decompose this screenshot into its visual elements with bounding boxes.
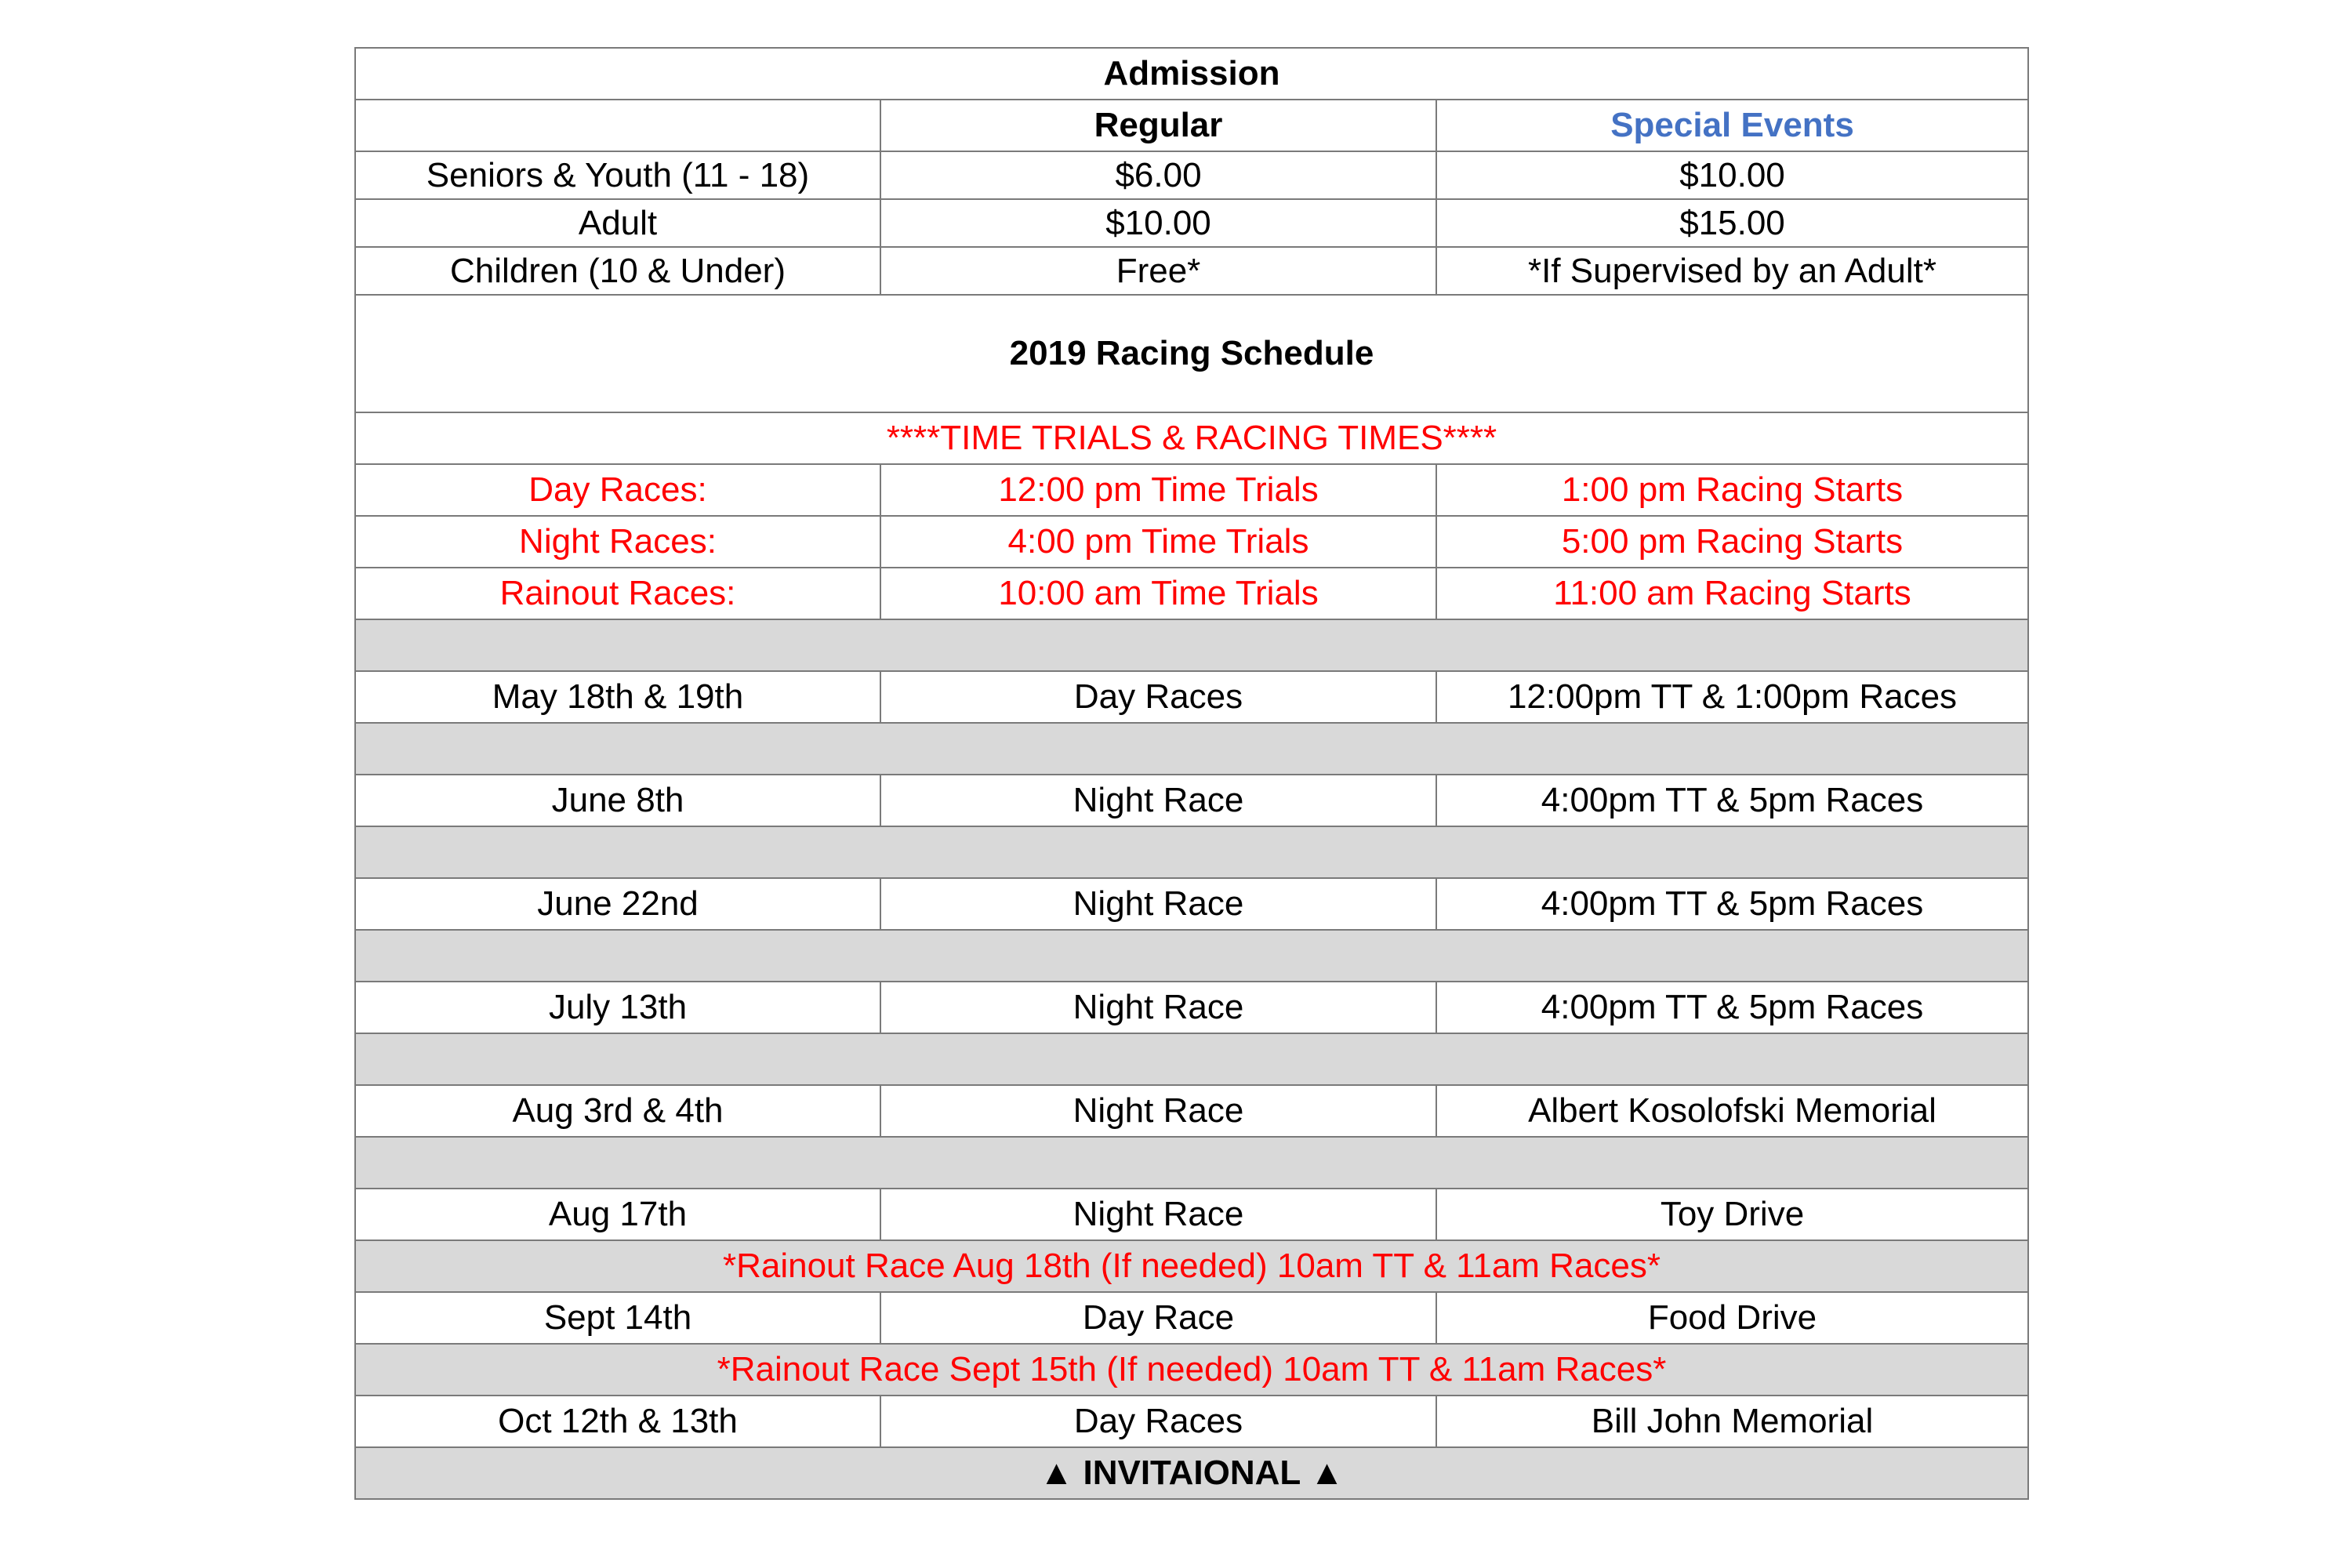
event-date: Oct 12th & 13th	[355, 1396, 880, 1447]
admission-regular-price: $10.00	[880, 199, 1436, 247]
schedule-title-row	[355, 295, 2028, 412]
event-race: Day Race	[880, 1292, 1436, 1344]
racing-start: 5:00 pm Racing Starts	[1436, 516, 2028, 568]
admission-category: Adult	[355, 199, 880, 247]
event-row	[355, 1292, 2028, 1344]
event-info: Toy Drive	[1436, 1189, 2028, 1240]
event-row	[355, 1085, 2028, 1137]
admission-category: Seniors & Youth (11 - 18)	[355, 151, 880, 199]
race-type: Night Races:	[355, 516, 880, 568]
time-trials: 12:00 pm Time Trials	[880, 464, 1436, 516]
admission-header-special: Special Events	[1436, 100, 2028, 151]
rainout-note-row	[355, 1240, 2028, 1292]
event-row	[355, 878, 2028, 930]
race-time-row	[355, 516, 2028, 568]
admission-row	[355, 199, 2028, 247]
racing-start: 1:00 pm Racing Starts	[1436, 464, 2028, 516]
event-date: July 13th	[355, 982, 880, 1033]
admission-row	[355, 151, 2028, 199]
event-row	[355, 671, 2028, 723]
spacer-row	[355, 1137, 2028, 1189]
event-date: May 18th & 19th	[355, 671, 880, 723]
spacer-row	[355, 826, 2028, 878]
event-info: Bill John Memorial	[1436, 1396, 2028, 1447]
schedule-title: 2019 Racing Schedule	[355, 295, 2028, 412]
event-race: Day Races	[880, 1396, 1436, 1447]
event-race: Night Race	[880, 878, 1436, 930]
rainout-note: *Rainout Race Aug 18th (If needed) 10am TT & 11am Races*	[355, 1240, 2028, 1292]
spacer-cell	[355, 930, 2028, 982]
spacer-row	[355, 619, 2028, 671]
rainout-note: *Rainout Race Sept 15th (If needed) 10am TT & 11am Races*	[355, 1344, 2028, 1396]
event-date: June 22nd	[355, 878, 880, 930]
time-trials: 10:00 am Time Trials	[880, 568, 1436, 619]
racing-schedule-sheet	[354, 47, 2027, 1500]
spacer-cell	[355, 1033, 2028, 1085]
schedule-table	[354, 47, 2029, 1500]
spacer-cell	[355, 826, 2028, 878]
invitational-footer: ▲ INVITAIONAL ▲	[355, 1447, 2028, 1499]
spacer-row	[355, 723, 2028, 775]
admission-header-blank	[355, 100, 880, 151]
admission-category: Children (10 & Under)	[355, 247, 880, 295]
race-time-row	[355, 464, 2028, 516]
admission-title-row	[355, 48, 2028, 100]
admission-row	[355, 247, 2028, 295]
race-type: Day Races:	[355, 464, 880, 516]
admission-special-price: $10.00	[1436, 151, 2028, 199]
event-info: 4:00pm TT & 5pm Races	[1436, 982, 2028, 1033]
event-info: Food Drive	[1436, 1292, 2028, 1344]
spacer-row	[355, 1033, 2028, 1085]
admission-regular-price: Free*	[880, 247, 1436, 295]
admission-special-price: $15.00	[1436, 199, 2028, 247]
event-date: Aug 3rd & 4th	[355, 1085, 880, 1137]
admission-regular-price: $6.00	[880, 151, 1436, 199]
spacer-cell	[355, 619, 2028, 671]
event-info: 12:00pm TT & 1:00pm Races	[1436, 671, 2028, 723]
times-banner-row	[355, 412, 2028, 464]
admission-header-row	[355, 100, 2028, 151]
event-race: Night Race	[880, 1189, 1436, 1240]
event-race: Night Race	[880, 982, 1436, 1033]
event-race: Night Race	[880, 775, 1436, 826]
event-info: Albert Kosolofski Memorial	[1436, 1085, 2028, 1137]
footer-row	[355, 1447, 2028, 1499]
rainout-note-row	[355, 1344, 2028, 1396]
race-type: Rainout Races:	[355, 568, 880, 619]
event-race: Day Races	[880, 671, 1436, 723]
event-date: Aug 17th	[355, 1189, 880, 1240]
spacer-cell	[355, 723, 2028, 775]
event-date: June 8th	[355, 775, 880, 826]
event-row	[355, 1189, 2028, 1240]
times-banner: ****TIME TRIALS & RACING TIMES****	[355, 412, 2028, 464]
event-row	[355, 775, 2028, 826]
spacer-cell	[355, 1137, 2028, 1189]
racing-start: 11:00 am Racing Starts	[1436, 568, 2028, 619]
admission-header-regular: Regular	[880, 100, 1436, 151]
event-info: 4:00pm TT & 5pm Races	[1436, 775, 2028, 826]
time-trials: 4:00 pm Time Trials	[880, 516, 1436, 568]
event-info: 4:00pm TT & 5pm Races	[1436, 878, 2028, 930]
event-race: Night Race	[880, 1085, 1436, 1137]
event-date: Sept 14th	[355, 1292, 880, 1344]
spacer-row	[355, 930, 2028, 982]
event-row	[355, 1396, 2028, 1447]
admission-title: Admission	[355, 48, 2028, 100]
admission-special-price: *If Supervised by an Adult*	[1436, 247, 2028, 295]
event-row	[355, 982, 2028, 1033]
race-time-row	[355, 568, 2028, 619]
